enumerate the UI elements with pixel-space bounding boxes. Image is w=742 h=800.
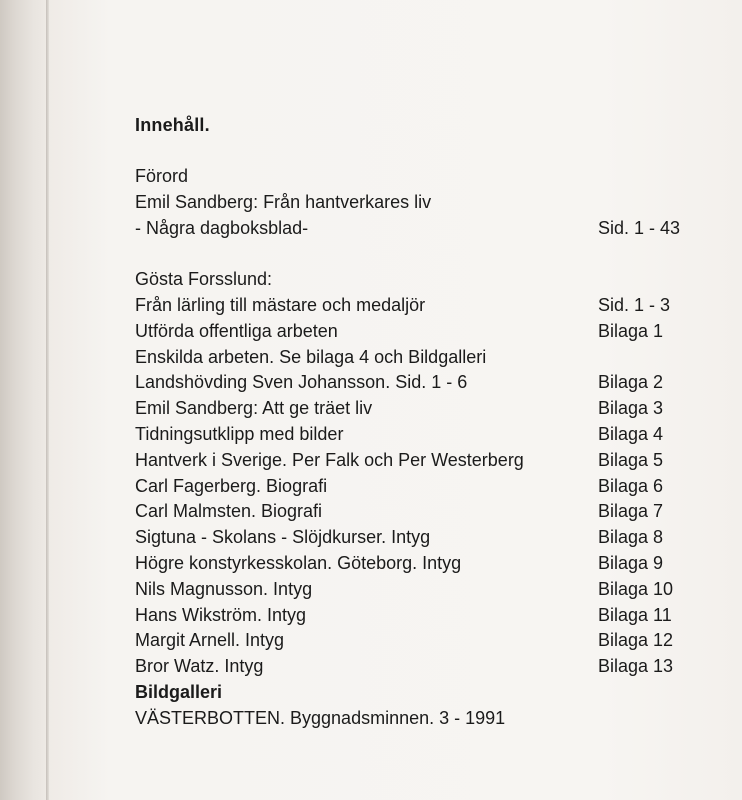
toc-heading: Innehåll. (135, 115, 210, 135)
forsslund-header: Gösta Forsslund: (135, 269, 273, 290)
toc-row (135, 164, 695, 190)
toc-row (135, 628, 695, 654)
toc-row (135, 319, 695, 345)
toc-row (135, 422, 695, 448)
toc-entry-title: Högre konstyrkesskolan. Göteborg. Intyg (135, 552, 462, 573)
toc-row (135, 551, 695, 577)
toc-entry-title: Nils Magnusson. Intyg (135, 578, 313, 599)
toc-entry-ref: Bilaga 1 (598, 320, 664, 341)
closing-entry: VÄSTERBOTTEN. Byggnadsminnen. 3 - 1991 (135, 707, 506, 728)
toc-entry-ref: Bilaga 2 (598, 372, 664, 393)
toc-entry-ref: Bilaga 6 (598, 475, 664, 496)
toc-entry-title: Från lärling till mästare och medaljör (135, 294, 426, 315)
toc-entry-title: Utförda offentliga arbeten (135, 320, 338, 341)
toc-entry-title: Bror Watz. Intyg (135, 656, 264, 677)
gallery-header: Bildgalleri (135, 681, 223, 702)
toc-entry-ref: Sid. 1 - 3 (598, 294, 671, 315)
toc-entry-title: Hantverk i Sverige. Per Falk och Per Westerberg (135, 449, 524, 470)
toc-row (135, 525, 695, 551)
toc-row (135, 577, 695, 603)
toc-row (135, 370, 695, 396)
section-spacer (135, 241, 695, 267)
toc-entry-ref: Bilaga 5 (598, 449, 664, 470)
toc-entry-title: Emil Sandberg: Från hantverkares liv (135, 191, 432, 212)
toc-entry-title: Hans Wikström. Intyg (135, 604, 307, 625)
toc-row (135, 706, 695, 732)
toc-entry-ref: Bilaga 8 (598, 527, 664, 548)
toc-entry-title: Carl Malmsten. Biografi (135, 501, 323, 522)
toc-entry-ref: Bilaga 13 (598, 656, 674, 677)
toc-section-header (135, 680, 695, 706)
toc-entry-ref: Bilaga 11 (598, 604, 672, 625)
toc-entry-ref: Bilaga 7 (598, 501, 664, 522)
toc-row (135, 345, 695, 371)
toc-entry-ref: Bilaga 4 (598, 423, 664, 444)
toc-entry-title: Förord (135, 166, 189, 186)
toc-entry-title: Sigtuna - Skolans - Slöjdkurser. Intyg (135, 527, 431, 548)
toc-entry-title: Tidningsutklipp med bilder (135, 423, 344, 444)
toc-row (135, 190, 695, 216)
toc-row (135, 654, 695, 680)
toc-row (135, 603, 695, 629)
toc-entry-ref: Bilaga 12 (598, 630, 674, 651)
toc-entry-title: Carl Fagerberg. Biografi (135, 475, 328, 496)
toc-entry-title: Enskilda arbeten. Se bilaga 4 och Bildgalleri (135, 346, 487, 367)
toc-entry-ref: Sid. 1 - 43 (598, 217, 681, 238)
book-spine-shadow (46, 0, 49, 800)
book-gutter (0, 0, 48, 800)
table-of-contents (135, 164, 695, 732)
toc-entry-title: Emil Sandberg: Att ge träet liv (135, 398, 373, 419)
toc-row (135, 499, 695, 525)
toc-row (135, 216, 695, 242)
toc-row (135, 293, 695, 319)
toc-entry-title: Margit Arnell. Intyg (135, 630, 285, 651)
toc-row (135, 448, 695, 474)
toc-row (135, 396, 695, 422)
toc-entry-title: Landshövding Sven Johansson. Sid. 1 - 6 (135, 372, 468, 393)
toc-entry-title: - Några dagboksblad- (135, 217, 309, 238)
toc-row (135, 474, 695, 500)
toc-entry-ref: Bilaga 10 (598, 578, 674, 599)
toc-entry-ref: Bilaga 9 (598, 552, 664, 573)
toc-entry-ref: Bilaga 3 (598, 398, 664, 419)
toc-section-header (135, 267, 695, 293)
